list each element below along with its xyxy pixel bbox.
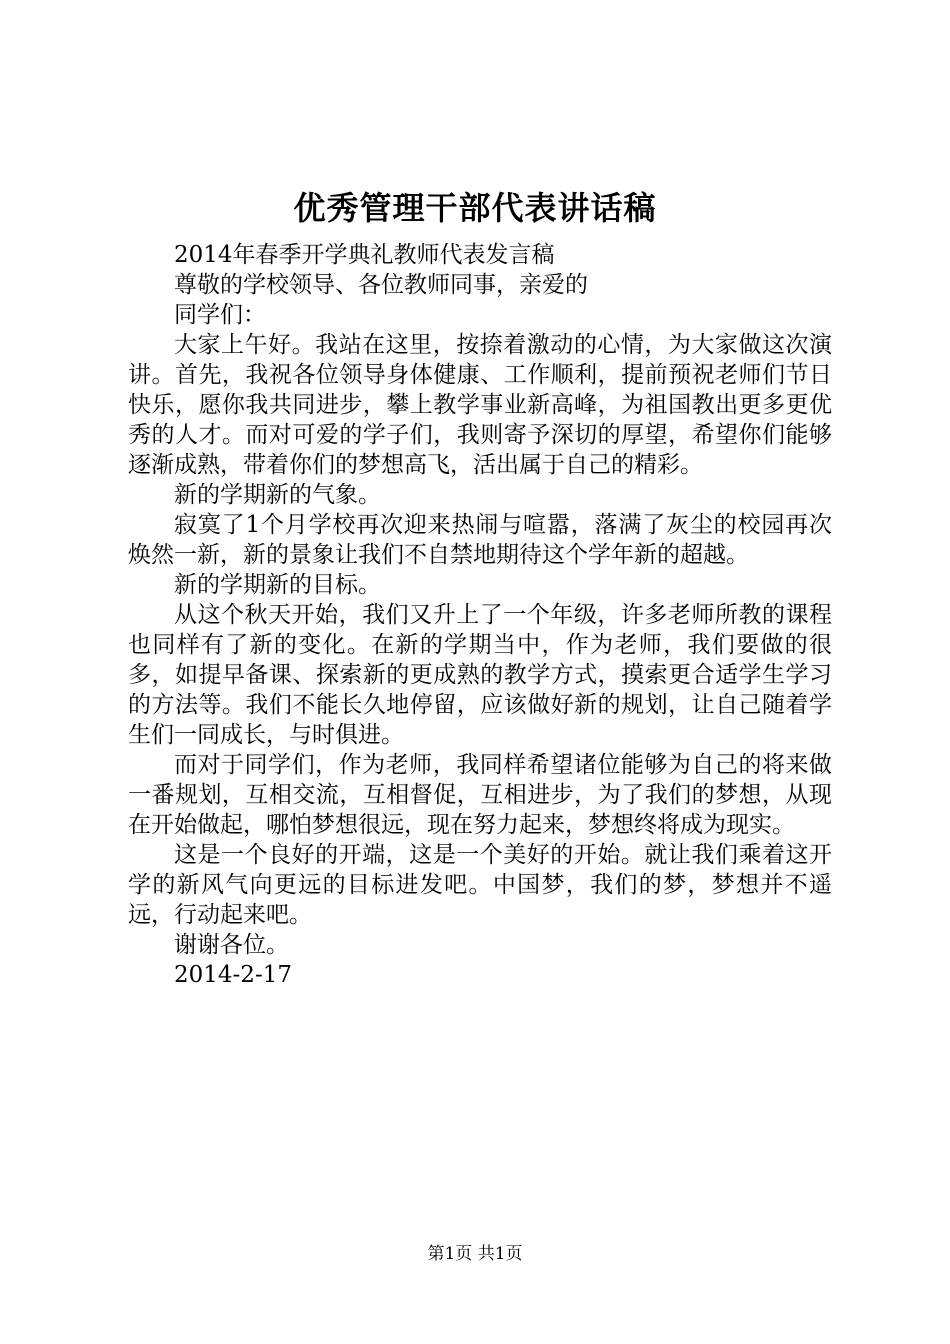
paragraph-subtitle: 2014年春季开学典礼教师代表发言稿 [174, 242, 555, 268]
document-title: 优秀管理干部代表讲话稿 [293, 189, 657, 227]
paragraph-greeting: 大家上午好。我站在这里，按捺着激动的心情，为大家做这次演讲。首先，我祝各位领导身体健康、工作顺利，提前预祝老师们节日快乐，愿你我共同进步，攀上教学事业新高峰，为祖国教出更多更优秀的人才。而对可爱的学子们，我则寄予深切的厚望，希望你们能够逐渐成熟，带着你们的梦想高飞，活出属于自己的精彩。 [128, 332, 832, 478]
paragraph-campus: 寂寞了1个月学校再次迎来热闹与喧嚣，落满了灰尘的校园再次焕然一新，新的景象让我们不自禁地期待这个学年新的超越。 [128, 512, 832, 568]
paragraph-salutation: 尊敬的学校领导、各位教师同事，亲爱的 [174, 272, 588, 298]
page-footer: 第1页 共1页 [427, 1244, 523, 1264]
paragraph-date: 2014-2-17 [174, 962, 292, 988]
paragraph-new-atmosphere: 新的学期新的气象。 [174, 482, 381, 508]
paragraph-students: 而对于同学们，作为老师，我同样希望诸位能够为自己的将来做一番规划，互相交流，互相督促，互相进步，为了我们的梦想，从现在开始做起，哪怕梦想很远，现在努力起来，梦想终将成为现实。 [128, 752, 832, 838]
paragraph-closing: 这是一个良好的开端，这是一个美好的开始。就让我们乘着这开学的新风气向更远的目标进发吧。中国梦，我们的梦，梦想并不遥远，行动起来吧。 [128, 842, 832, 928]
paragraph-new-goals: 新的学期新的目标。 [174, 572, 381, 598]
paragraph-thanks: 谢谢各位。 [174, 932, 289, 958]
paragraph-teachers: 从这个秋天开始，我们又升上了一个年级，许多老师所教的课程也同样有了新的变化。在新的学期当中，作为老师，我们要做的很多，如提早备课、探索新的更成熟的教学方式，摸索更合适学生学习的方法等。我们不能长久地停留，应该做好新的规划，让自己随着学生们一同成长，与时俱进。 [128, 602, 832, 748]
paragraph-salutation-continued: 同学们： [174, 302, 266, 328]
document-body [128, 240, 832, 990]
